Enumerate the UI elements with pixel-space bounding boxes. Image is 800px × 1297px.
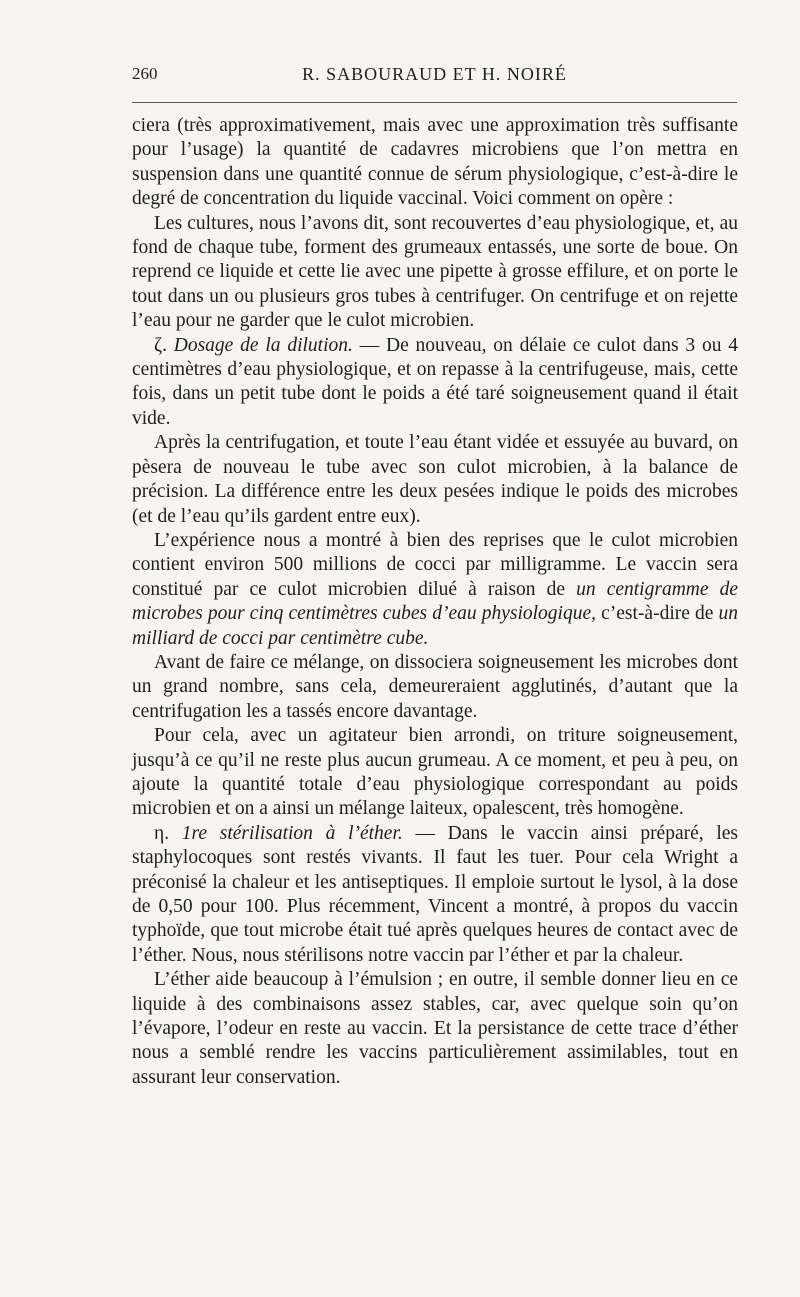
header-rule: [132, 102, 737, 103]
paragraph-sterilisation-text: — Dans le vaccin ainsi préparé, les staphylocoques sont restés vivants. Il faut les tuer. Pour cela Wright a préconisé la chaleur et les antiseptiques. Il emploie surtout le lysol, à la dose de 0,50 pour 100. Plus récemment, Vincent a montré, à propos du vaccin typhoïde, que tout microbe était tué après quelques heures de contact avec de l’éther. Nous, nous stérilisons notre vaccin par l’éther et par la chaleur.: [132, 822, 739, 966]
paragraph-cultures: Les cultures, nous l’avons dit, sont recouvertes d’eau physiologique, et, au fond de chaque tube, forment des grumeaux entassés, une sorte de boue. On reprend ce liquide et cette lie avec une pipette à grosse effilure, et on porte le tout dans un ou plusieurs gros tubes à centrifuger. On centrifuge et on rejette l’eau pour ne garder que le culot microbien.: [132, 212, 738, 332]
section-heading-sterilisation: 1re stérilisation à l’éther.: [181, 822, 403, 844]
paragraph-trituration: Pour cela, avec un agitateur bien arrondi, on triture soigneusement, jusqu’à ce qu’il ne reste plus aucun grumeau. A ce moment, et peu à peu, on ajoute la quantité totale d’eau physiologique correspondant au poids microbien et on a ainsi un mélange laiteux, opalescent, très homogène.: [132, 725, 738, 820]
paragraph-continuation: ciera (très approximativement, mais avec une approximation très suffisante pour l’usage) la quantité de cadavres microbiens que l’on mettra en suspension dans une quantité connue de sérum physiologique, c’est-à-dire le degré de concentration du liquide vaccinal. Voici comment on opère :: [132, 115, 738, 210]
paragraph-dosage-text: — De nouveau, on délaie ce culot dans 3 ou 4 centimètres d’eau physiologique, et on repasse à la centrifugeuse, mais, cette fois, dans un petit tube dont le poids a été taré soigneusement quand il était vide.: [132, 334, 738, 429]
section-letter: ζ.: [154, 334, 167, 356]
body-text: [132, 114, 738, 1090]
running-head: R. SABOURAUD ET H. NOIRÉ: [302, 64, 567, 84]
page-header: [132, 60, 737, 90]
page-number: 260: [132, 64, 158, 83]
paragraph-experience: [132, 529, 738, 651]
italic-concentration: un milliard de cocci par centimètre cube.: [132, 603, 739, 649]
section-letter: η.: [154, 822, 170, 844]
paragraph-experience-middle: c’est-à-dire de: [601, 603, 714, 625]
paragraph-dosage: [132, 334, 738, 432]
italic-dilution-ratio: un centigramme de microbes pour cinq centimètres cubes d’eau physiologique,: [132, 578, 738, 625]
paragraph-centrifugation: Après la centrifugation, et toute l’eau étant vidée et essuyée au buvard, on pèsera de nouveau le tube avec son culot microbien, à la balance de précision. La différence entre les deux pesées indique le poids des microbes (et de l’eau qu’ils gardent entre eux).: [132, 432, 738, 527]
paragraph-melange: Avant de faire ce mélange, on dissociera soigneusement les microbes dont un grand nombre, sans cela, demeureraient agglutinés, d’autant que la centrifugation les a tassés encore davantage.: [132, 651, 738, 722]
section-heading-dosage: Dosage de la dilution.: [173, 334, 353, 356]
paragraph-ether: L’éther aide beaucoup à l’émulsion ; en outre, il semble donner lieu en ce liquide à des combinaisons assez stables, car, avec quelque soin qu’on l’évapore, l’odeur en reste au vaccin. Et la persistance de cette trace d’éther nous a semblé rendre les vaccins particulièrement assimilables, tout en assurant leur conservation.: [132, 969, 738, 1088]
paragraph-sterilisation: [132, 822, 738, 968]
paragraph-experience-text: L’expérience nous a montré à bien des reprises que le culot microbien contient environ 500 millions de cocci par milligramme. Le vaccin sera constitué par ce culot microbien dilué à raison de: [132, 529, 738, 600]
